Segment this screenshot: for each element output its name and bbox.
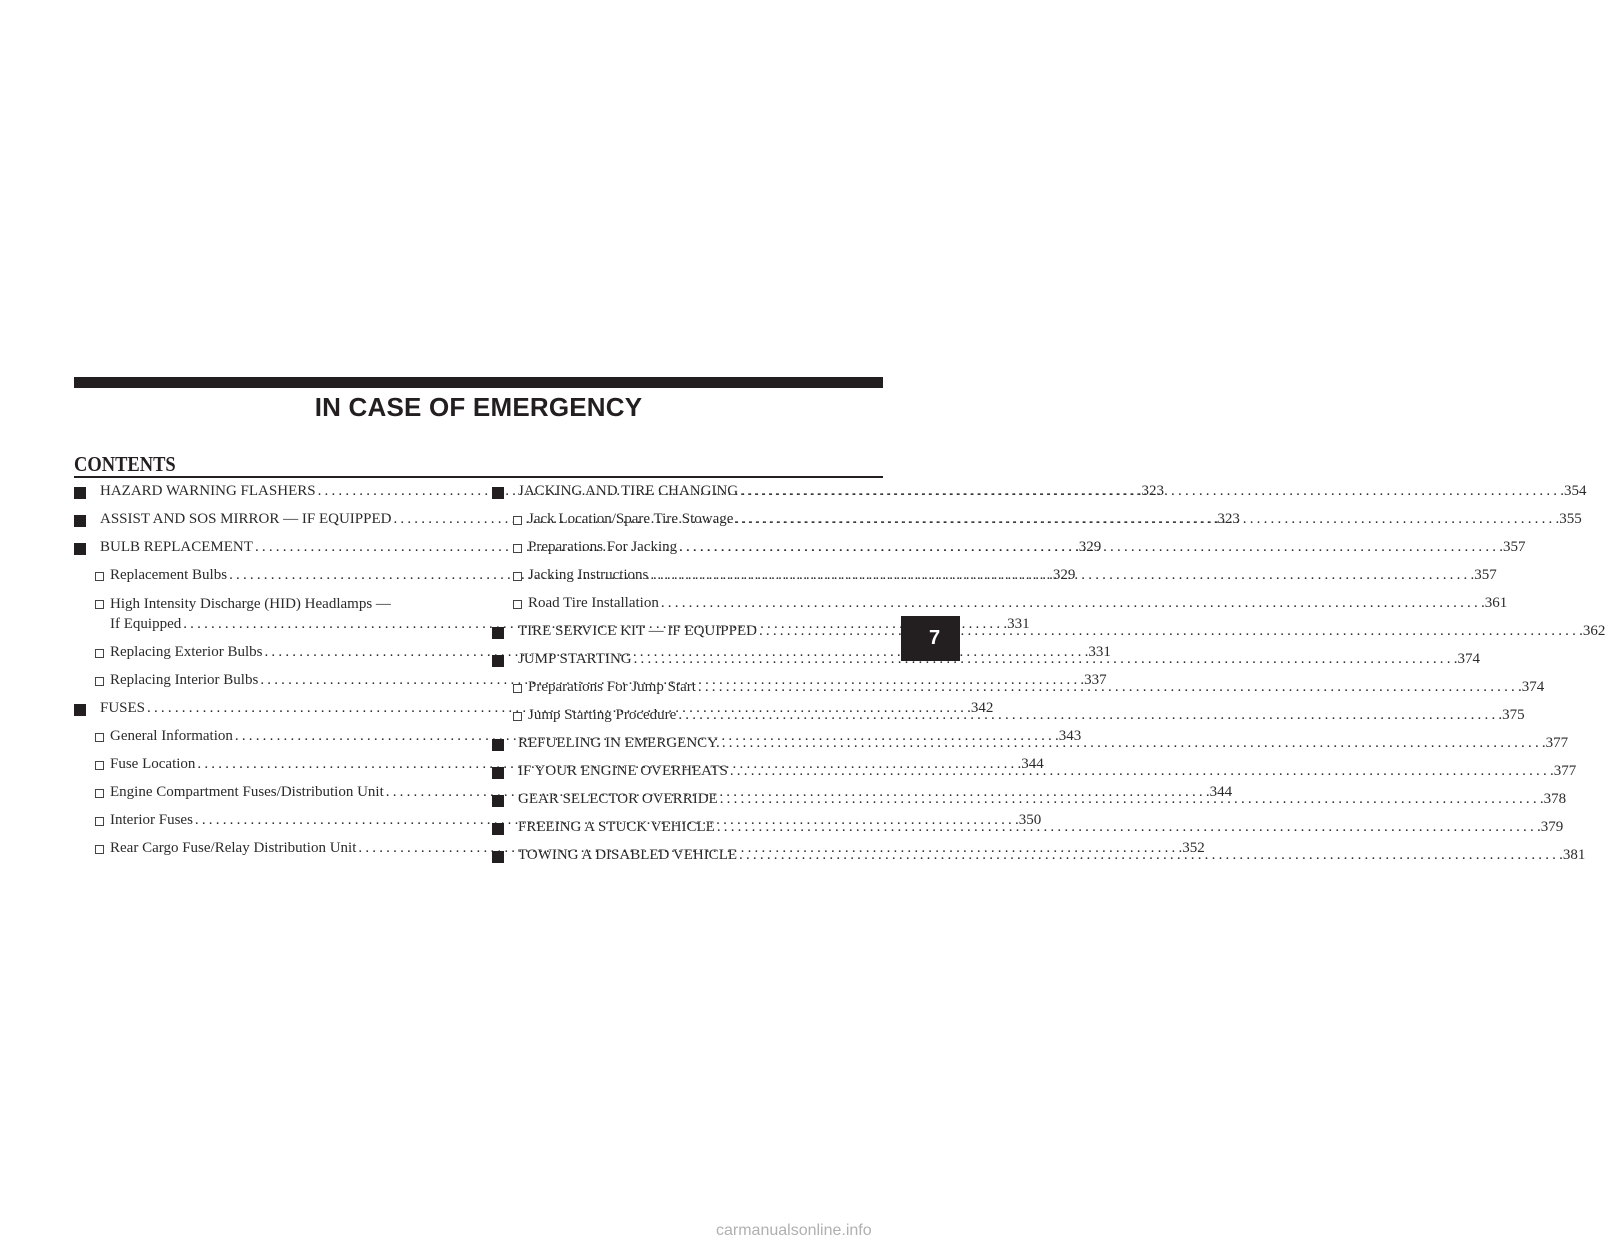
toc-entry-page: .323	[1137, 483, 1164, 499]
dot-leader	[717, 818, 1537, 837]
toc-entry-label: Preparations For Jump Start	[528, 679, 696, 695]
toc-entry-label: High Intensity Discharge (HID) Headlamps —	[110, 596, 391, 612]
toc-entry-page: .329	[1075, 539, 1102, 555]
hollow-square-bullet-icon	[513, 516, 522, 525]
dot-leader	[759, 622, 1579, 641]
square-bullet-icon	[74, 704, 86, 716]
dot-leader	[730, 762, 1550, 781]
toc-entry-page: .357	[1499, 539, 1526, 555]
hollow-square-bullet-icon	[95, 733, 104, 742]
hollow-square-bullet-icon	[513, 572, 522, 581]
toc-entry-label: Replacing Interior Bulbs	[110, 672, 259, 688]
toc-entry[interactable]	[492, 591, 1508, 619]
toc-entry-page: .355	[1555, 511, 1582, 527]
square-bullet-icon	[492, 627, 504, 639]
toc-entry-page: .343	[1054, 728, 1082, 744]
toc-entry-page: .331	[1084, 644, 1111, 660]
contents-heading: CONTENTS	[74, 452, 176, 476]
hollow-square-bullet-icon	[95, 677, 104, 686]
square-bullet-icon	[74, 543, 86, 555]
toc-entry-label: BULB REPLACEMENT	[100, 539, 253, 555]
toc-entry-page: .344	[1205, 784, 1233, 800]
toc-entry-label: FREEING A STUCK VEHICLE	[518, 819, 715, 835]
hollow-square-bullet-icon	[513, 712, 522, 721]
toc-entry-label: HAZARD WARNING FLASHERS	[100, 483, 316, 499]
toc-entry-page: .379	[1536, 819, 1564, 835]
square-bullet-icon	[492, 655, 504, 667]
toc-entry-page: .352	[1178, 840, 1205, 856]
toc-entry-page: .331	[1003, 616, 1030, 632]
square-bullet-icon	[492, 767, 504, 779]
hollow-square-bullet-icon	[513, 600, 522, 609]
toc-entry-label: Replacing Exterior Bulbs	[110, 644, 263, 660]
watermark: carmanualsonline.info	[716, 1222, 872, 1239]
dot-leader	[739, 846, 1559, 865]
dot-leader	[698, 678, 1518, 697]
toc-entry-page: .342	[967, 700, 994, 716]
toc-entry-page: .344	[1017, 756, 1044, 772]
toc-entry-label: TIRE SERVICE KIT — IF EQUIPPED	[518, 623, 757, 639]
toc-entry-label: Jacking Instructions	[528, 567, 649, 583]
dot-leader	[678, 706, 1498, 725]
hollow-square-bullet-icon	[95, 817, 104, 826]
toc-entry-label: Jack Location/Spare Tire Stowage	[528, 511, 734, 527]
hollow-square-bullet-icon	[95, 649, 104, 658]
dot-leader	[740, 482, 1560, 501]
toc-entry-label: ASSIST AND SOS MIRROR — IF EQUIPPED	[100, 511, 392, 527]
toc-entry-label: IF YOUR ENGINE OVERHEATS	[518, 763, 728, 779]
toc-entry-label: Jump Starting Procedure	[528, 707, 677, 723]
toc-entry-page: .378	[1539, 791, 1567, 807]
chapter-title: IN CASE OF EMERGENCY	[314, 392, 643, 422]
toc-entry-label: GEAR SELECTOR OVERRIDE	[518, 791, 718, 807]
square-bullet-icon	[492, 795, 504, 807]
hollow-square-bullet-icon	[513, 684, 522, 693]
toc-entry-page: .374	[1518, 679, 1545, 695]
toc-entry-page: .329	[1049, 567, 1076, 583]
toc-entry-page: .323	[1213, 511, 1240, 527]
toc-entry-label: General Information	[110, 728, 233, 744]
toc-entry-label: JACKING AND TIRE CHANGING	[518, 483, 739, 499]
dot-leader	[722, 734, 1542, 753]
toc-entry-page: .375	[1498, 707, 1525, 723]
hollow-square-bullet-icon	[513, 544, 522, 553]
dot-leader	[679, 538, 1499, 557]
square-bullet-icon	[492, 739, 504, 751]
toc-entry-label: Replacement Bulbs	[110, 567, 228, 583]
toc-entry-page: .354	[1560, 483, 1587, 499]
toc-entry-label: Rear Cargo Fuse/Relay Distribution Unit	[110, 840, 357, 856]
square-bullet-icon	[492, 851, 504, 863]
toc-entry-page: .381	[1559, 847, 1586, 863]
toc-entry-page: .377	[1541, 735, 1569, 751]
toc-entry-page: .357	[1470, 567, 1497, 583]
square-bullet-icon	[74, 515, 86, 527]
toc-entry-label: TOWING A DISABLED VEHICLE	[518, 847, 738, 863]
hollow-square-bullet-icon	[95, 789, 104, 798]
toc-entry-page: .374	[1453, 651, 1480, 667]
toc-entry-page: .337	[1080, 672, 1107, 688]
toc-entry-page: .377	[1549, 763, 1577, 779]
contents-rule	[74, 476, 883, 478]
hollow-square-bullet-icon	[95, 600, 104, 609]
toc-entry-label: Interior Fuses	[110, 812, 193, 828]
dot-leader	[650, 566, 1470, 585]
square-bullet-icon	[492, 487, 504, 499]
hollow-square-bullet-icon	[95, 572, 104, 581]
chapter-tab[interactable]: 7	[901, 616, 960, 661]
toc-entry-label-continued: If Equipped	[110, 616, 182, 632]
dot-leader	[661, 594, 1481, 613]
toc-entry-label: Preparations For Jacking	[528, 539, 678, 555]
toc-entry-label: Road Tire Installation	[528, 595, 659, 611]
square-bullet-icon	[492, 823, 504, 835]
hollow-square-bullet-icon	[95, 845, 104, 854]
toc-entry-label: Fuse Location	[110, 756, 196, 772]
toc-entry-page: .350	[1015, 812, 1042, 828]
toc-entry-page: .362	[1579, 623, 1605, 639]
toc-entry-label: Engine Compartment Fuses/Distribution Unit	[110, 784, 384, 800]
toc-entry-label: FUSES	[100, 700, 146, 716]
title-rule	[74, 377, 883, 388]
toc-entry-label: JUMP STARTING	[518, 651, 632, 667]
square-bullet-icon	[74, 487, 86, 499]
dot-leader	[720, 790, 1540, 809]
hollow-square-bullet-icon	[95, 761, 104, 770]
dot-leader	[634, 650, 1454, 669]
toc-entry-label: REFUELING IN EMERGENCY.	[518, 735, 720, 751]
toc-entry-page: .361	[1480, 595, 1508, 611]
dot-leader	[735, 510, 1555, 529]
